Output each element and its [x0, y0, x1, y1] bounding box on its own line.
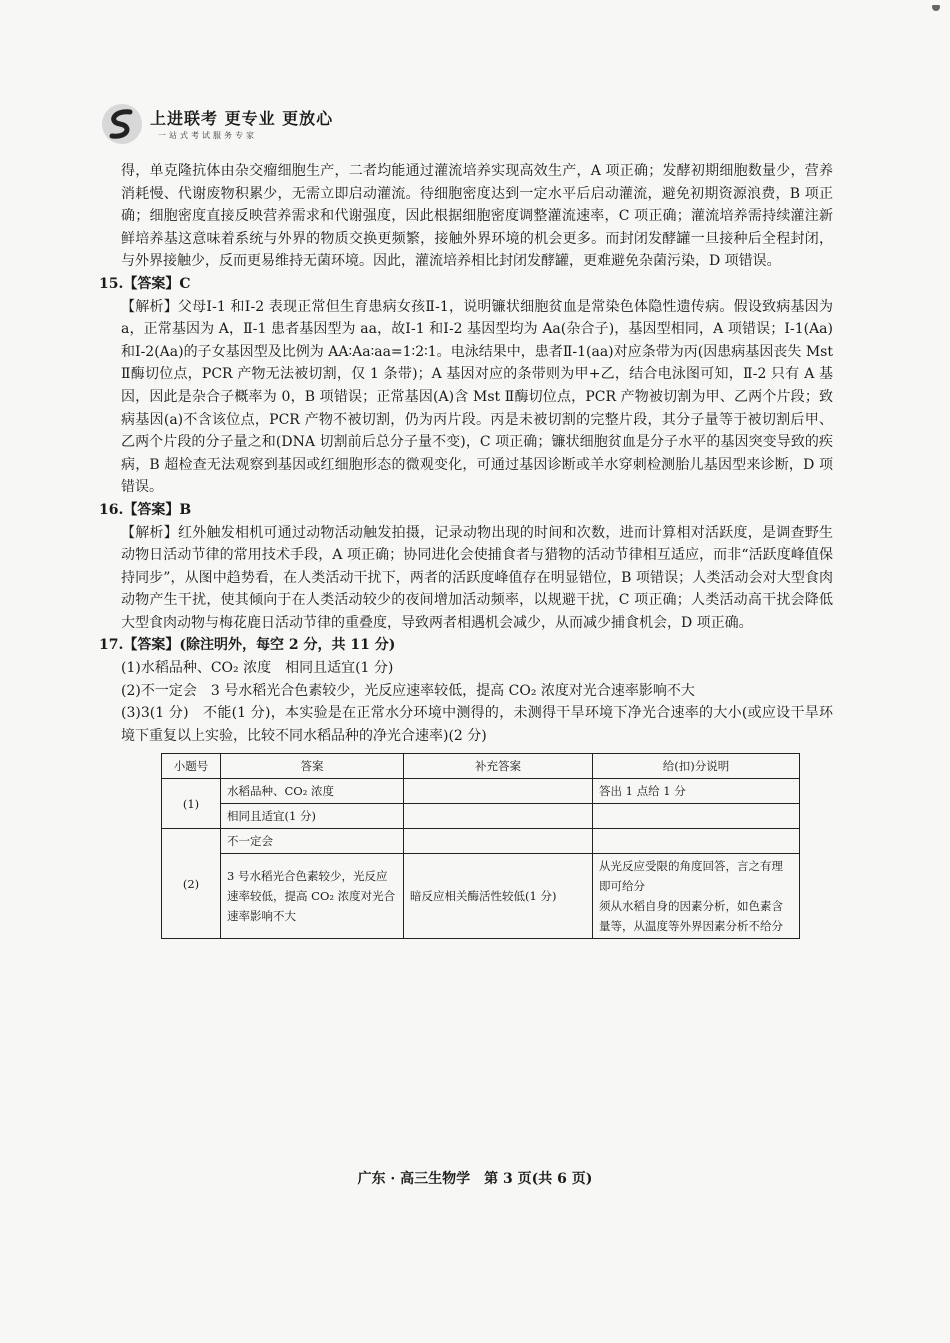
row1a-note: 答出 1 点给 1 分	[593, 779, 800, 804]
page-footer: 广东 · 高三生物学 第 3 页(共 6 页)	[357, 1171, 593, 1187]
row2a-answer: 不一定会	[221, 829, 404, 854]
row2b-supplement: 暗反应相关酶活性较低(1 分)	[404, 854, 593, 939]
page-header	[100, 100, 420, 156]
table-row	[162, 779, 800, 804]
q15-analysis: 【解析】父母Ⅰ-1 和Ⅰ-2 表现正常但生育患病女孩Ⅱ-1，说明镰状细胞贫血是常染色体隐性遗传病。假设致病基因为 a，正常基因为 A，Ⅱ-1 患者基因型为 aa，故Ⅰ-1 和Ⅰ-2 基因型均为 Aa(杂合子)，基因型相同，A 项错误；Ⅰ-1(Aa)和Ⅰ-2(Aa)的子女基因型及比例为 AA∶Aa∶aa=1∶2∶1。电泳结果中，患者Ⅱ-1(aa)对应条带为丙(因患病基因丧失 Mst Ⅱ酶切位点，PCR 产物无法被切割，仅 1 条带)；A 基因对应的条带则为甲+乙，结合电泳图可知，Ⅱ-2 只有 A 基因，因此是杂合子概率为 0，B 项错误；正常基因(A)含 Mst Ⅱ酶切位点，PCR 产物被切割为甲、乙两个片段；致病基因(a)不含该位点，PCR 产物不被切割，仍为丙片段。丙是未被切割的完整片段，其分子量等于被切割后甲、乙两个片段的分子量之和(DNA 切割前后总分子量不变)，C 项正确；镰状细胞贫血是分子水平的基因突变导致的疾病，B 超检查无法观察到基因或红细胞形态的微观变化，可通过基因诊断或羊水穿刺检测胎儿基因型来诊断，D 项错误。	[121, 298, 833, 496]
table-row	[162, 854, 800, 939]
q17-answer: 17.【答案】(除注明外，每空 2 分，共 11 分)	[99, 637, 396, 654]
row1a-supplement	[404, 779, 593, 804]
row1b-supplement	[404, 804, 593, 829]
th-scoring-note: 给(扣)分说明	[593, 754, 800, 779]
row1b-note	[593, 804, 800, 829]
q14-analysis-tail: 得，单克隆抗体由杂交瘤细胞生产，二者均能通过灌流培养实现高效生产，A 项正确；发酵初期细胞数量少，营养消耗慢、代谢废物积累少，无需立即启动灌流。待细胞密度达到一定水平后启动灌流，避免初期资源浪费，B 项正确；细胞密度直接反映营养需求和代谢强度，因此根据细胞密度调整灌流速率，C 项正确；灌流培养需持续灌注新鲜培养基这意味着系统与外界的物质交换更频繁，接触外界环境的机会更多。而封闭发酵罐一旦接种后全程封闭，与外界接触少，反而更易维持无菌环境。因此，灌流培养相比封闭发酵罐，更难避免杂菌污染，D 项错误。	[121, 163, 833, 270]
page-content	[99, 160, 833, 939]
row2b-answer: 3 号水稻光合色素较少，光反应速率较低，提高 CO₂ 浓度对光合速率影响不大	[221, 854, 404, 939]
q15-answer: 15.【答案】C	[99, 275, 191, 292]
row2-no: (2)	[162, 829, 221, 939]
q17-sub3: (3)3(1 分) 不能(1 分)，本实验是在正常水分环境中测得的，未测得干旱环境下净光合速率的大小(或应设干旱环境下重复以上实验，比较不同水稻品种的净光合速率)(2 分)	[121, 705, 833, 744]
brand-subtitle: 一站式考试服务专家	[158, 131, 257, 140]
row1-no: (1)	[162, 779, 221, 829]
q16-analysis: 【解析】红外触发相机可通过动物活动触发拍摄，记录动物出现的时间和次数，进而计算相对活跃度，是调查野生动物日活动节律的常用技术手段，A 项正确；协同进化会使捕食者与猎物的活动节律相互适应，而非“活跃度峰值保持同步”，从图中趋势看，在人类活动干扰下，两者的活跃度峰值存在明显错位，B 项错误；人类活动会对大型食肉动物产生干扰，使其倾向于在人类活动较少的夜间增加活动频率，以规避干扰，C 项正确；人类活动高干扰会降低大型食肉动物与梅花鹿日活动节律的重叠度，导致两者相遇机会减少，从而减少捕食机会，D 项正确。	[121, 524, 833, 631]
corner-mark	[914, 0, 944, 10]
table-header-row	[162, 754, 800, 779]
row2a-note	[593, 829, 800, 854]
th-answer: 答案	[221, 754, 404, 779]
table-row	[162, 829, 800, 854]
row2b-note-2: 须从水稻自身的因素分析，如色素含量等，从温度等外界因素分析不给分	[599, 899, 783, 934]
row2a-supplement	[404, 829, 593, 854]
scoring-table	[161, 753, 800, 939]
q17-sub2: (2)不一定会 3 号水稻光合色素较少，光反应速率较低，提高 CO₂ 浓度对光合速率影响不大	[121, 682, 695, 699]
th-supplement: 补充答案	[404, 754, 593, 779]
table-row	[162, 804, 800, 829]
brand-title: 上进联考 更专业 更放心	[150, 109, 334, 128]
row1b-answer: 相同且适宜(1 分)	[221, 804, 404, 829]
q16-answer: 16.【答案】B	[99, 501, 192, 518]
th-question-no: 小题号	[162, 754, 221, 779]
row2b-note	[593, 854, 800, 939]
q17-sub1: (1)水稻品种、CO₂ 浓度 相同且适宜(1 分)	[121, 660, 394, 677]
logo-icon	[100, 102, 144, 146]
row1a-answer: 水稻品种、CO₂ 浓度	[221, 779, 404, 804]
row2b-note-1: 从光反应受限的角度回答，言之有理即可给分	[599, 859, 783, 894]
